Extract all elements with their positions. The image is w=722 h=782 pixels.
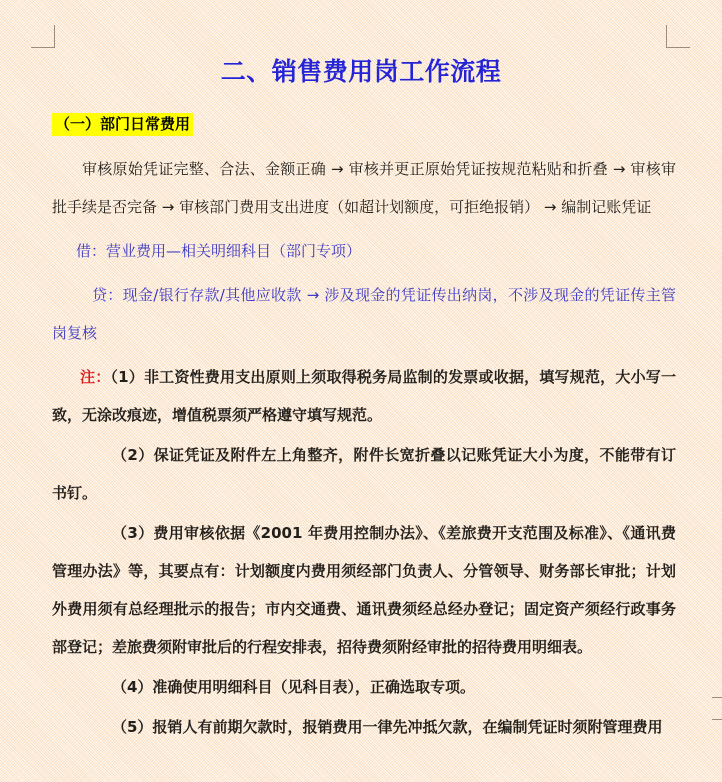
paragraph-note-1: [0, 358, 722, 434]
section-heading: [0, 113, 722, 136]
section-heading-highlight: （一）部门日常费用: [52, 113, 193, 136]
page-title: 二、销售费用岗工作流程: [220, 57, 502, 86]
paragraph-entry-debit: 借：营业费用—相关明细科目（部门专项）: [76, 241, 362, 260]
paragraph-note-4: （4）准确使用明细科目（见科目表），正确选取专项。: [112, 677, 475, 696]
paragraph-workflow: 审核原始凭证完整、合法、金额正确 → 审核并更正原始凭证按规范粘贴和折叠 → 审核审批手续是否完备 → 审核部门费用支出进度（如超计划额度，可拒绝报销） → 编制记账凭证: [52, 159, 676, 216]
paragraph-note-5: （5）报销人有前期欠款时，报销费用一律先冲抵欠款，在编制凭证时须附管理费用: [112, 717, 663, 736]
paragraph-note-2: （2）保证凭证及附件左上角整齐，附件长宽折叠以记账凭证大小为度，不能带有订书钉。: [52, 445, 676, 502]
paragraph-note-3: （3）费用审核依据《2001 年费用控制办法》、《差旅费开支范围及标准》、《通讯费管理办法》等，其要点有：计划额度内费用须经部门负责人、分管领导、财务部长审批；计划外费用须有总经理批示的报告；市内交通费、通讯费须经总经办登记；固定资产须经行政事务部登记；差旅费须附审批后的行程安排表，招待费须附经审批的招待费用明细表。: [52, 523, 676, 656]
paragraph-entry-credit: 贷：现金/银行存款/其他应收款 → 涉及现金的凭证传出纳岗，不涉及现金的凭证传主管岗复核: [52, 285, 676, 342]
note-1-text: （1）非工资性费用支出原则上须取得税务局监制的发票或收据，填写规范，大小写一致，无涂改痕迹，增值税票须严格遵守填写规范。: [52, 367, 676, 424]
note-label: 注：: [80, 367, 111, 386]
